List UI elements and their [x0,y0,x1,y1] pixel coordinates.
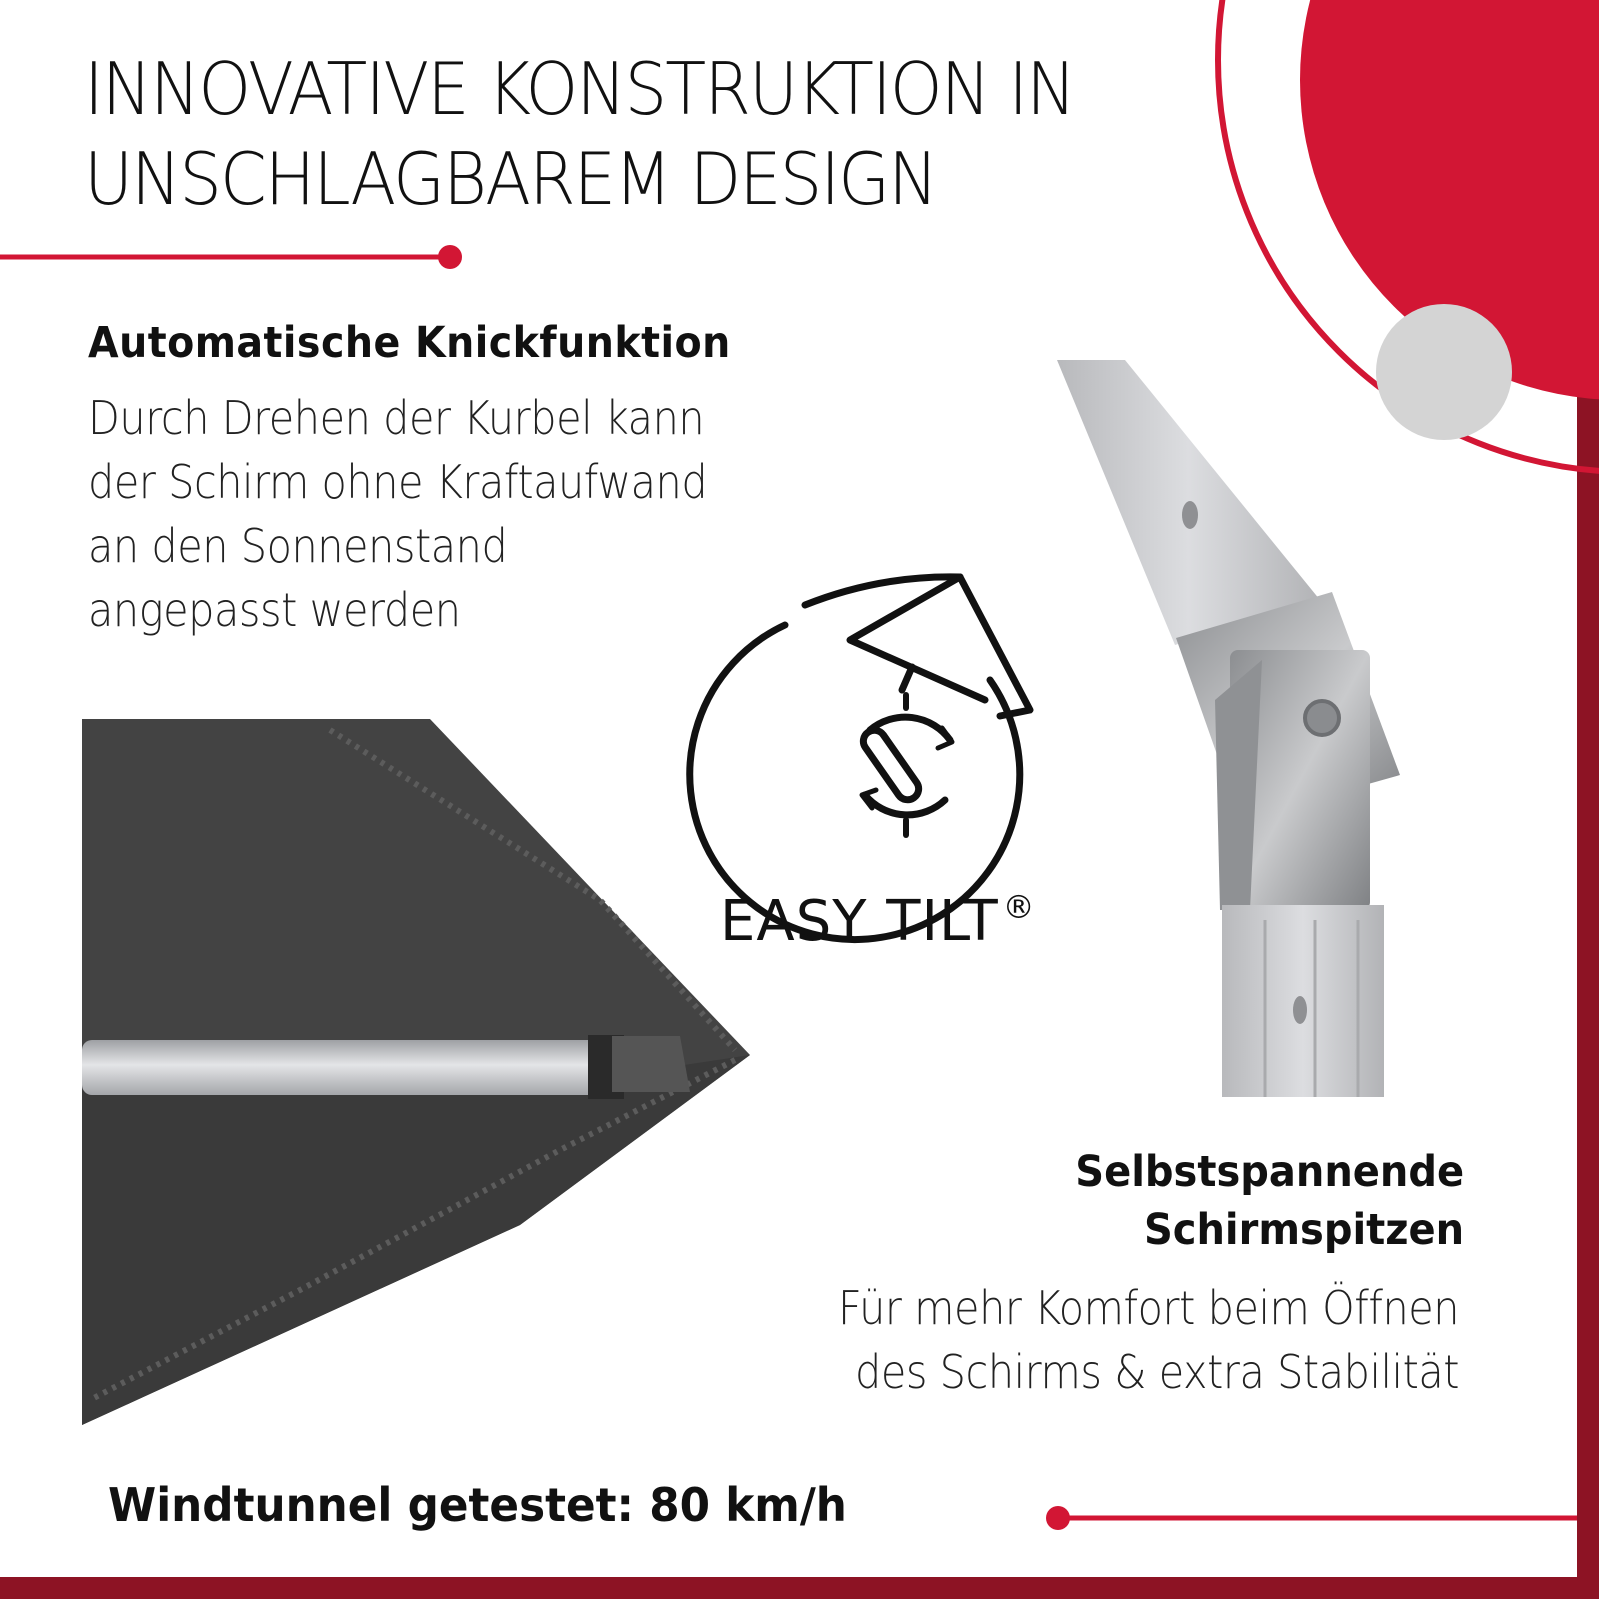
headline-line-1: INNOVATIVE KONSTRUKTION IN [84,47,1075,131]
canopy-tip-photo [82,719,750,1425]
divider-bottom-dot [1046,1506,1070,1530]
umbrella-crank-tilt-icon [690,577,1030,940]
feature-tips-description [838,1276,1459,1404]
feature-tilt-line: Durch Drehen der Kurbel kann [88,391,705,445]
feature-tips-title-line: Selbstspannende [1075,1147,1464,1197]
easy-tilt-label: EASY TILT [720,889,999,954]
page-headline [84,44,1075,224]
registered-mark: ® [1002,888,1036,926]
wind-test-label: Windtunnel getestet: 80 km/h [108,1478,847,1532]
frame-bottom [0,1577,1599,1599]
feature-tilt-description [88,386,707,642]
feature-tilt-line: der Schirm ohne Kraftaufwand [88,455,708,509]
easy-tilt-badge [720,888,1036,954]
feature-tilt-title: Automatische Knickfunktion [88,318,731,368]
feature-tilt-line: an den Sonnenstand [88,519,508,573]
feature-tips-title-line: Schirmspitzen [1143,1205,1464,1255]
tilt-joint-photo [1057,360,1400,1097]
feature-tips-title [1075,1143,1464,1259]
grey-dot [1376,304,1512,440]
feature-tips-line: Für mehr Komfort beim Öffnen [837,1281,1459,1335]
feature-tilt-line: angepasst werden [88,583,461,637]
headline-line-2: UNSCHLAGBAREM DESIGN [84,137,937,221]
feature-tips-line: des Schirms & extra Stabilität [854,1345,1459,1399]
divider-top-dot [438,245,462,269]
